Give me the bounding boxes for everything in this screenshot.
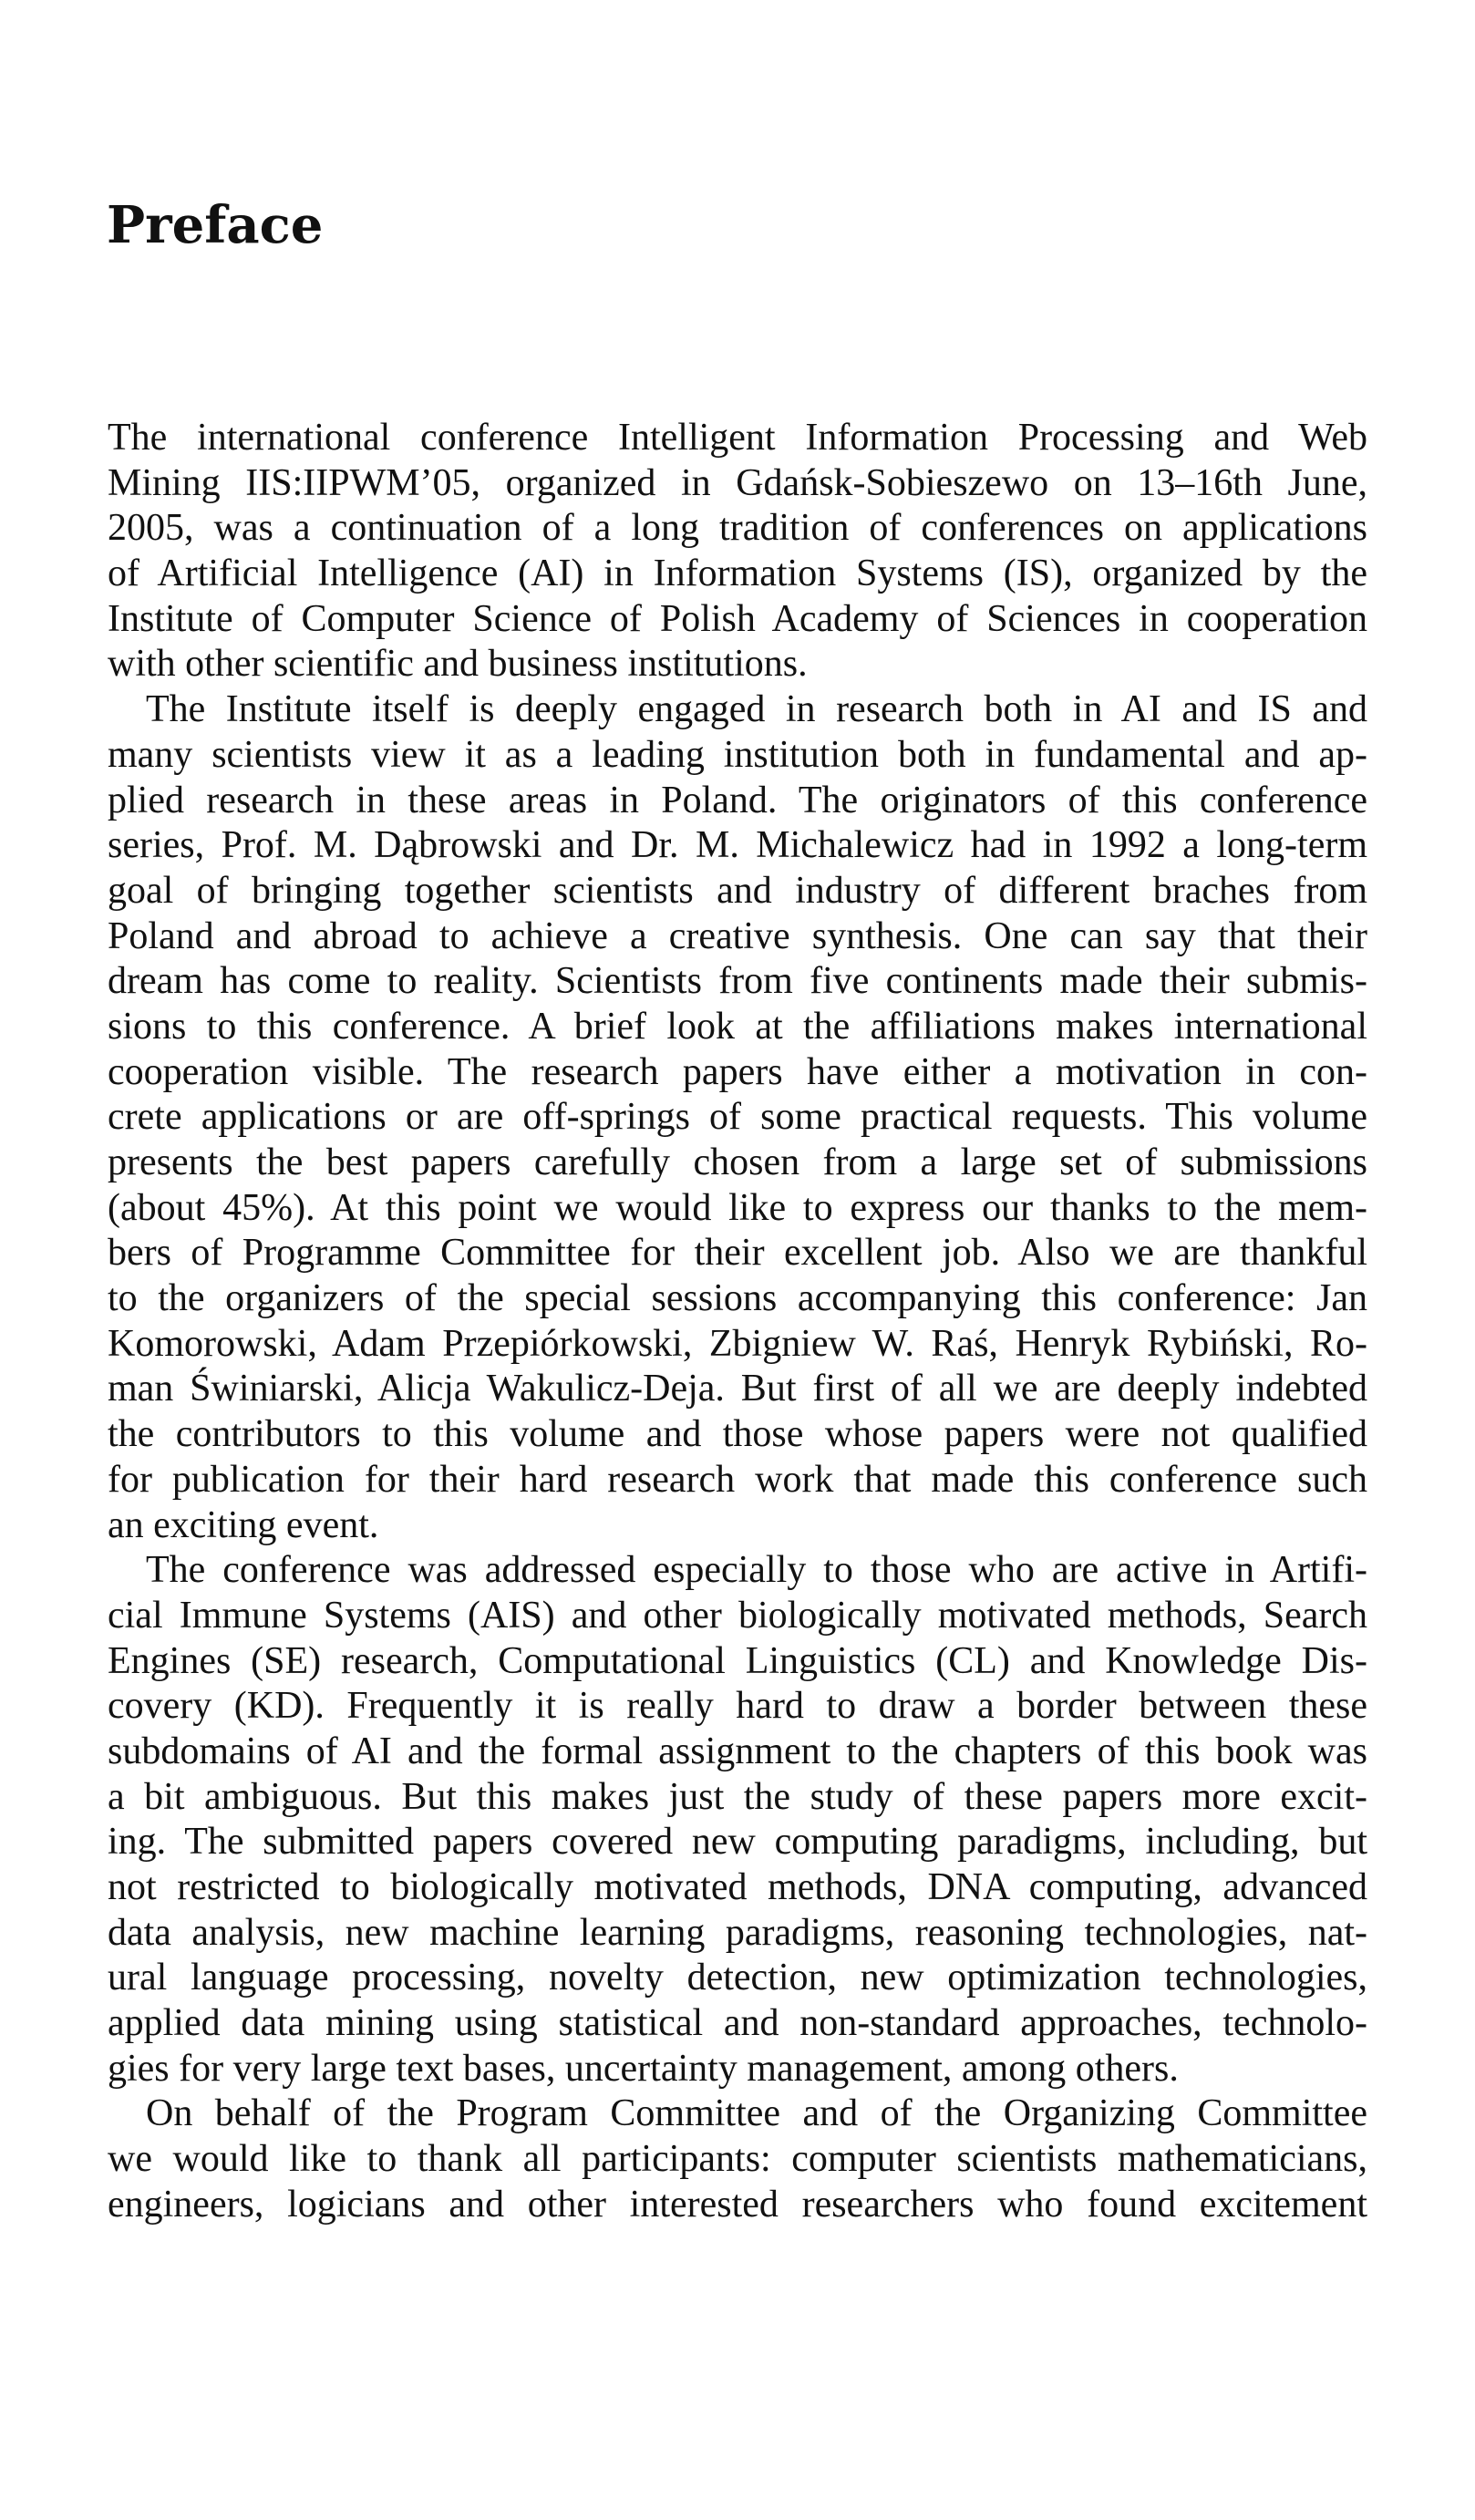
text-line: of Artificial Intelligence (AI) in Information Systems (IS), organized by the — [108, 553, 1367, 595]
text-line: 2005, was a continuation of a long tradition of conferences on applications — [108, 507, 1367, 550]
text-line: Komorowski, Adam Przepiórkowski, Zbigniew W. Raś, Henryk Rybiński, Ro- — [108, 1322, 1367, 1365]
page-title: Preface — [107, 195, 324, 255]
text-line: a bit ambiguous. But this makes just the study of these papers more excit- — [108, 1775, 1367, 1818]
text-line: dream has come to reality. Scientists from five continents made their submis- — [108, 960, 1367, 1003]
text-line: for publication for their hard research work that made this conference such — [108, 1458, 1367, 1501]
text-line: Poland and abroad to achieve a creative synthesis. One can say that their — [108, 914, 1367, 957]
text-line: cial Immune Systems (AIS) and other biologically motivated methods, Search — [108, 1594, 1367, 1637]
text-line: presents the best papers carefully chosen from a large set of submissions — [108, 1141, 1367, 1183]
text-line: not restricted to biologically motivated methods, DNA computing, advanced — [108, 1866, 1367, 1908]
text-line: series, Prof. M. Dąbrowski and Dr. M. Michalewicz had in 1992 a long-term — [108, 824, 1367, 867]
text-line: subdomains of AI and the formal assignment to the chapters of this book was — [108, 1730, 1367, 1772]
paragraph — [108, 2091, 1367, 2227]
text-line: the contributors to this volume and those whose papers were not qualified — [108, 1413, 1367, 1456]
text-line: plied research in these areas in Poland. The originators of this conference — [108, 779, 1367, 821]
text-line: goal of bringing together scientists and industry of different braches from — [108, 869, 1367, 912]
text-line: The international conference Intelligent Information Processing and Web — [108, 417, 1367, 459]
text-line: covery (KD). Frequently it is really hard to draw a border between these — [108, 1685, 1367, 1728]
text-line: with other scientific and business institutions. — [108, 643, 808, 686]
text-line: to the organizers of the special sessions accompanying this conference: Jan — [108, 1277, 1367, 1320]
text-line: gies for very large text bases, uncertainty management, among others. — [108, 2047, 1179, 2090]
preface-body — [108, 416, 1367, 2228]
paragraph — [108, 416, 1367, 687]
text-line: (about 45%). At this point we would like to express our thanks to the mem- — [108, 1186, 1367, 1229]
paragraph — [108, 687, 1367, 1548]
text-line: we would like to thank all participants: computer scientists mathematicians, — [108, 2138, 1367, 2181]
text-line: Engines (SE) research, Computational Linguistics (CL) and Knowledge Dis- — [108, 1639, 1367, 1682]
text-line: crete applications or are off-springs of some practical requests. This volume — [108, 1096, 1367, 1139]
text-line: Institute of Computer Science of Polish Academy of Sciences in cooperation — [108, 597, 1367, 640]
text-line: Mining IIS:IIPWM’05, organized in Gdańsk-Sobieszewo on 13–16th June, — [108, 461, 1367, 504]
paragraph — [108, 1548, 1367, 2091]
text-line: man Świniarski, Alicja Wakulicz-Deja. But first of all we are deeply indebted — [108, 1368, 1367, 1410]
text-line: ural language processing, novelty detection, new optimization technologies, — [108, 1957, 1367, 1999]
text-line: applied data mining using statistical and non-standard approaches, technolo- — [108, 2002, 1367, 2045]
text-line: On behalf of the Program Committee and of the Organizing Committee — [146, 2092, 1367, 2135]
text-line: The Institute itself is deeply engaged in research both in AI and IS and — [146, 688, 1367, 731]
text-line: many scientists view it as a leading institution both in fundamental and ap- — [108, 733, 1367, 776]
text-line: bers of Programme Committee for their excellent job. Also we are thankful — [108, 1232, 1367, 1275]
text-line: data analysis, new machine learning paradigms, reasoning technologies, nat- — [108, 1911, 1367, 1954]
text-line: The conference was addressed especially to those who are active in Artifi- — [146, 1549, 1367, 1592]
text-line: sions to this conference. A brief look at the affiliations makes international — [108, 1005, 1367, 1048]
text-line: an exciting event. — [108, 1503, 379, 1546]
text-line: cooperation visible. The research papers have either a motivation in con- — [108, 1050, 1367, 1093]
text-line: engineers, logicians and other interested researchers who found excitement — [108, 2183, 1367, 2226]
text-line: ing. The submitted papers covered new computing paradigms, including, but — [108, 1821, 1367, 1864]
